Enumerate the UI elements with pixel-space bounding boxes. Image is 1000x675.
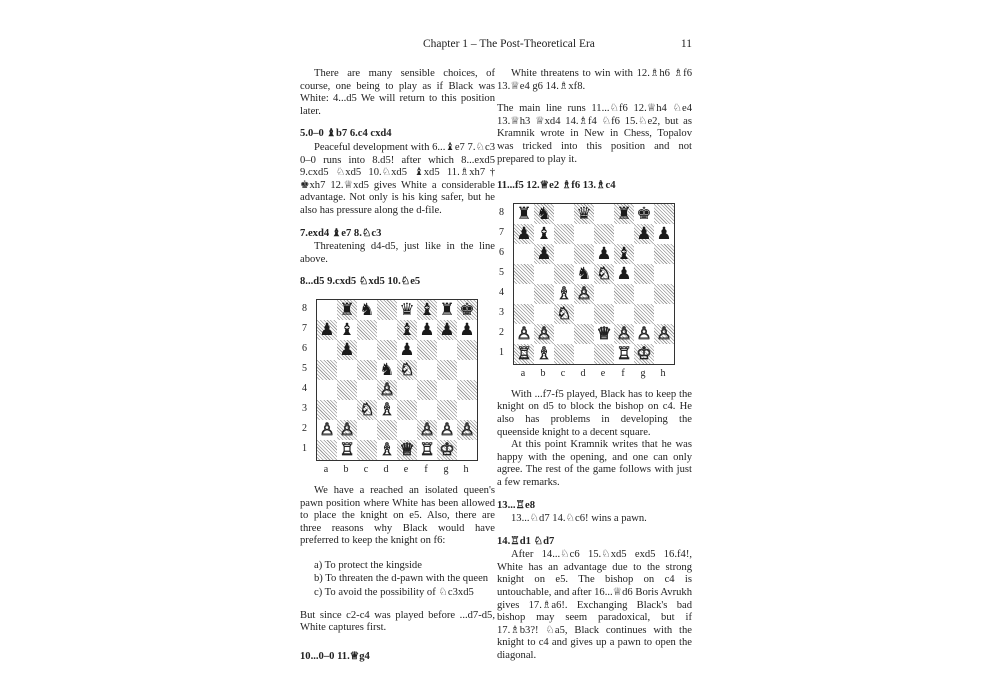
square-c2 <box>554 324 574 344</box>
file-label: e <box>600 367 606 379</box>
square-f8 <box>417 300 437 320</box>
square-h8 <box>654 204 674 224</box>
white-piece-icon: ♙ <box>656 323 672 344</box>
square-a3 <box>317 400 337 420</box>
black-piece-icon: ♟ <box>596 243 612 264</box>
black-piece-icon: ♟ <box>399 339 415 360</box>
white-piece-icon: ♘ <box>399 359 415 380</box>
square-d3 <box>574 304 594 324</box>
square-d1 <box>574 344 594 364</box>
square-h1 <box>457 440 477 460</box>
square-h6 <box>654 244 674 264</box>
square-f4 <box>614 284 634 304</box>
square-f6 <box>614 244 634 264</box>
black-piece-icon: ♟ <box>536 243 552 264</box>
square-e7 <box>397 320 417 340</box>
square-e2 <box>594 324 614 344</box>
square-e3 <box>594 304 614 324</box>
file-label: a <box>520 367 526 379</box>
square-b7 <box>337 320 357 340</box>
black-piece-icon: ♟ <box>516 223 532 244</box>
square-h1 <box>654 344 674 364</box>
square-g8 <box>634 204 654 224</box>
square-b7 <box>534 224 554 244</box>
square-a4 <box>514 284 534 304</box>
rank-label: 6 <box>302 342 307 354</box>
black-piece-icon: ♝ <box>399 319 415 340</box>
square-d8 <box>574 204 594 224</box>
square-d2 <box>574 324 594 344</box>
list-item: c) To avoid the possibility of ♘c3xd5 <box>314 587 474 599</box>
paragraph: After 14...♘c6 15.♘xd5 exd5 16.f4!, White has an advantage due to the strong knight on e5. The bishop on c4 is untouchable, and after 16...♕d6 Boris Avrukh gives 17.♗a6!. Exchanging Black's bad bishop may seem paradoxical, but if 17.♗b3?! ♘a5, Black continues with the knight to c4 and gives up a pawn to open the diagonal. <box>497 549 692 662</box>
square-f2 <box>614 324 634 344</box>
square-h2 <box>457 420 477 440</box>
left-column <box>300 68 495 664</box>
square-g4 <box>634 284 654 304</box>
square-g5 <box>634 264 654 284</box>
square-h4 <box>654 284 674 304</box>
file-label: h <box>660 367 666 379</box>
square-a4 <box>317 380 337 400</box>
black-piece-icon: ♟ <box>636 223 652 244</box>
black-piece-icon: ♝ <box>616 243 632 264</box>
white-piece-icon: ♗ <box>379 399 395 420</box>
square-f3 <box>417 400 437 420</box>
chess-diagram-2 <box>497 203 673 381</box>
square-c6 <box>554 244 574 264</box>
square-e2 <box>397 420 417 440</box>
move-heading: 8...d5 9.cxd5 ♘xd5 10.♘e5 <box>300 276 421 288</box>
chess-diagram-1 <box>300 299 476 477</box>
file-label: a <box>323 463 329 475</box>
square-g8 <box>437 300 457 320</box>
square-h4 <box>457 380 477 400</box>
white-piece-icon: ♖ <box>516 343 532 364</box>
black-piece-icon: ♞ <box>576 263 592 284</box>
move-heading: 10...0–0 11.♕g4 <box>300 650 370 662</box>
white-piece-icon: ♘ <box>556 303 572 324</box>
square-g1 <box>437 440 457 460</box>
square-c6 <box>357 340 377 360</box>
black-piece-icon: ♛ <box>399 299 415 320</box>
black-piece-icon: ♟ <box>419 319 435 340</box>
file-label: g <box>443 463 449 475</box>
black-piece-icon: ♟ <box>656 223 672 244</box>
square-g3 <box>437 400 457 420</box>
black-piece-icon: ♝ <box>419 299 435 320</box>
rank-label: 2 <box>499 326 504 338</box>
chess-board <box>316 299 478 461</box>
square-a2 <box>317 420 337 440</box>
square-f5 <box>417 360 437 380</box>
square-c8 <box>554 204 574 224</box>
square-g7 <box>437 320 457 340</box>
square-e5 <box>594 264 614 284</box>
square-g5 <box>437 360 457 380</box>
square-e6 <box>594 244 614 264</box>
move-heading: 11...f5 12.♕e2 ♗f6 13.♗c4 <box>497 180 616 192</box>
square-c3 <box>554 304 574 324</box>
white-piece-icon: ♕ <box>596 323 612 344</box>
square-c7 <box>357 320 377 340</box>
black-piece-icon: ♟ <box>459 319 475 340</box>
paragraph: Threatening d4-d5, just like in the line above. <box>300 241 495 265</box>
square-a6 <box>317 340 337 360</box>
black-piece-icon: ♚ <box>459 299 475 320</box>
square-c4 <box>357 380 377 400</box>
white-piece-icon: ♘ <box>596 263 612 284</box>
move-heading: 13...♖e8 <box>497 499 536 511</box>
white-piece-icon: ♙ <box>339 419 355 440</box>
square-e4 <box>397 380 417 400</box>
move-heading: 7.exd4 ♝e7 8.♘c3 <box>300 227 382 239</box>
square-b2 <box>337 420 357 440</box>
file-label: d <box>383 463 389 475</box>
file-label: f <box>621 367 625 379</box>
list-item: a) To protect the kingside <box>314 559 422 571</box>
square-e8 <box>397 300 417 320</box>
black-piece-icon: ♟ <box>439 319 455 340</box>
file-label: b <box>540 367 546 379</box>
square-a7 <box>514 224 534 244</box>
square-a5 <box>317 360 337 380</box>
square-g3 <box>634 304 654 324</box>
square-d6 <box>377 340 397 360</box>
rank-label: 7 <box>302 322 307 334</box>
square-c3 <box>357 400 377 420</box>
square-f2 <box>417 420 437 440</box>
white-piece-icon: ♙ <box>636 323 652 344</box>
square-e5 <box>397 360 417 380</box>
square-b8 <box>534 204 554 224</box>
paragraph: White threatens to win with 12.♗h6 ♗f6 13.♕e4 g6 14.♗xf8. <box>497 68 692 92</box>
square-g2 <box>437 420 457 440</box>
black-piece-icon: ♛ <box>576 203 592 224</box>
white-piece-icon: ♙ <box>379 379 395 400</box>
square-d4 <box>377 380 397 400</box>
rank-label: 1 <box>499 346 504 358</box>
square-h7 <box>654 224 674 244</box>
square-a8 <box>317 300 337 320</box>
square-c4 <box>554 284 574 304</box>
rank-label: 2 <box>302 422 307 434</box>
file-label: h <box>463 463 469 475</box>
square-e6 <box>397 340 417 360</box>
move-heading: 14.♖d1 ♘d7 <box>497 535 555 547</box>
rank-label: 5 <box>302 362 307 374</box>
square-c2 <box>357 420 377 440</box>
rank-label: 4 <box>499 286 504 298</box>
square-f3 <box>614 304 634 324</box>
rank-label: 1 <box>302 442 307 454</box>
square-b1 <box>337 440 357 460</box>
chess-board <box>513 203 675 365</box>
file-label: b <box>343 463 349 475</box>
white-piece-icon: ♗ <box>536 343 552 364</box>
file-label: e <box>403 463 409 475</box>
square-b2 <box>534 324 554 344</box>
paragraph: 13...♘d7 14.♘c6! wins a pawn. <box>511 513 647 525</box>
square-b3 <box>534 304 554 324</box>
rank-label: 6 <box>499 246 504 258</box>
black-piece-icon: ♝ <box>536 223 552 244</box>
black-piece-icon: ♜ <box>339 299 355 320</box>
white-piece-icon: ♙ <box>616 323 632 344</box>
square-a8 <box>514 204 534 224</box>
square-d4 <box>574 284 594 304</box>
paragraph: There are many sensible choices, of course, one being to play as if Black was White: 4...d5 We will return to this position later. <box>300 68 495 117</box>
page-header <box>300 38 692 54</box>
black-piece-icon: ♞ <box>379 359 395 380</box>
square-h3 <box>654 304 674 324</box>
white-piece-icon: ♙ <box>419 419 435 440</box>
paragraph: The main line runs 11...♘f6 12.♕h4 ♘e4 13.♕h3 ♕xd4 14.♗f4 ♘f6 15.♘e2, but as Kramnik wrote in New in Chess, Topalov was tricked into this position and not prepared to play it. <box>497 103 692 165</box>
square-f7 <box>417 320 437 340</box>
black-piece-icon: ♝ <box>339 319 355 340</box>
file-label: f <box>424 463 428 475</box>
right-column <box>497 68 692 673</box>
rank-label: 7 <box>499 226 504 238</box>
square-b4 <box>534 284 554 304</box>
square-a7 <box>317 320 337 340</box>
black-piece-icon: ♟ <box>339 339 355 360</box>
white-piece-icon: ♘ <box>359 399 375 420</box>
black-piece-icon: ♟ <box>616 263 632 284</box>
square-c1 <box>357 440 377 460</box>
file-label: g <box>640 367 646 379</box>
square-g2 <box>634 324 654 344</box>
square-g4 <box>437 380 457 400</box>
black-piece-icon: ♚ <box>636 203 652 224</box>
square-f5 <box>614 264 634 284</box>
square-e4 <box>594 284 614 304</box>
square-c7 <box>554 224 574 244</box>
square-b6 <box>534 244 554 264</box>
paragraph: With ...f7-f5 played, Black has to keep the knight on d5 to block the bishop on c4. He also has problems in developing the queenside knight to a decent square. <box>497 388 692 438</box>
square-a3 <box>514 304 534 324</box>
square-d7 <box>377 320 397 340</box>
square-f1 <box>417 440 437 460</box>
white-piece-icon: ♗ <box>556 283 572 304</box>
white-piece-icon: ♗ <box>379 439 395 460</box>
square-c5 <box>357 360 377 380</box>
square-g6 <box>634 244 654 264</box>
file-label: c <box>560 367 566 379</box>
square-b4 <box>337 380 357 400</box>
square-e8 <box>594 204 614 224</box>
square-b5 <box>337 360 357 380</box>
running-head: Chapter 1 – The Post-Theoretical Era <box>423 38 595 50</box>
square-e7 <box>594 224 614 244</box>
square-b5 <box>534 264 554 284</box>
white-piece-icon: ♔ <box>439 439 455 460</box>
square-f8 <box>614 204 634 224</box>
square-d6 <box>574 244 594 264</box>
square-d1 <box>377 440 397 460</box>
file-label: c <box>363 463 369 475</box>
paragraph: But since c2-c4 was played before ...d7-d5, White captures first. <box>300 609 495 634</box>
square-f6 <box>417 340 437 360</box>
square-b3 <box>337 400 357 420</box>
white-piece-icon: ♙ <box>439 419 455 440</box>
white-piece-icon: ♙ <box>319 419 335 440</box>
paragraph: Peaceful development with 6...♝e7 7.♘c3 0–0 runs into 8.d5! after which 8...exd5 9.cxd5 ♘xd5 10.♘xd5 ♝xd5 11.♗xh7† ♚xh7 12.♕xd5 gives White a considerable advantage. Not only is his king safer, but he also has pressure along the d-file. <box>300 141 495 216</box>
square-a1 <box>514 344 534 364</box>
square-g6 <box>437 340 457 360</box>
square-a2 <box>514 324 534 344</box>
square-d5 <box>574 264 594 284</box>
square-h2 <box>654 324 674 344</box>
file-labels <box>513 368 673 380</box>
square-d7 <box>574 224 594 244</box>
square-e3 <box>397 400 417 420</box>
reasons-list <box>300 560 495 600</box>
white-piece-icon: ♙ <box>576 283 592 304</box>
black-piece-icon: ♞ <box>359 299 375 320</box>
white-piece-icon: ♖ <box>339 439 355 460</box>
white-piece-icon: ♙ <box>536 323 552 344</box>
square-e1 <box>397 440 417 460</box>
black-piece-icon: ♜ <box>439 299 455 320</box>
square-g7 <box>634 224 654 244</box>
rank-label: 3 <box>499 306 504 318</box>
file-label: d <box>580 367 586 379</box>
white-piece-icon: ♔ <box>636 343 652 364</box>
square-h5 <box>654 264 674 284</box>
square-d5 <box>377 360 397 380</box>
black-piece-icon: ♞ <box>536 203 552 224</box>
paragraph: At this point Kramnik writes that he was happy with the opening, and one can only agree. The rest of the game follows with just a few remarks. <box>497 439 692 488</box>
square-d2 <box>377 420 397 440</box>
white-piece-icon: ♙ <box>459 419 475 440</box>
square-b6 <box>337 340 357 360</box>
square-h5 <box>457 360 477 380</box>
page-number: 11 <box>680 38 692 50</box>
black-piece-icon: ♜ <box>516 203 532 224</box>
white-piece-icon: ♖ <box>616 343 632 364</box>
square-b8 <box>337 300 357 320</box>
square-h3 <box>457 400 477 420</box>
square-h6 <box>457 340 477 360</box>
square-f1 <box>614 344 634 364</box>
rank-label: 8 <box>302 302 307 314</box>
square-f7 <box>614 224 634 244</box>
black-piece-icon: ♜ <box>616 203 632 224</box>
square-a5 <box>514 264 534 284</box>
list-item: b) To threaten the d-pawn with the queen <box>314 573 489 585</box>
square-a6 <box>514 244 534 264</box>
rank-label: 5 <box>499 266 504 278</box>
square-c1 <box>554 344 574 364</box>
square-d3 <box>377 400 397 420</box>
paragraph: We have a reached an isolated queen's pawn position where White has been allowed to place the knight on e5. Also, there are three reasons why Black would have preferred to keep the knight on f6: <box>300 484 495 547</box>
white-piece-icon: ♕ <box>399 439 415 460</box>
rank-label: 4 <box>302 382 307 394</box>
square-h8 <box>457 300 477 320</box>
rank-label: 3 <box>302 402 307 414</box>
square-d8 <box>377 300 397 320</box>
rank-label: 8 <box>499 206 504 218</box>
white-piece-icon: ♖ <box>419 439 435 460</box>
square-g1 <box>634 344 654 364</box>
square-f4 <box>417 380 437 400</box>
black-piece-icon: ♟ <box>319 319 335 340</box>
square-h7 <box>457 320 477 340</box>
square-c5 <box>554 264 574 284</box>
file-labels <box>316 464 476 476</box>
move-heading: 5.0–0 ♝b7 6.c4 cxd4 <box>300 128 392 140</box>
square-e1 <box>594 344 614 364</box>
white-piece-icon: ♙ <box>516 323 532 344</box>
square-a1 <box>317 440 337 460</box>
square-c8 <box>357 300 377 320</box>
square-b1 <box>534 344 554 364</box>
